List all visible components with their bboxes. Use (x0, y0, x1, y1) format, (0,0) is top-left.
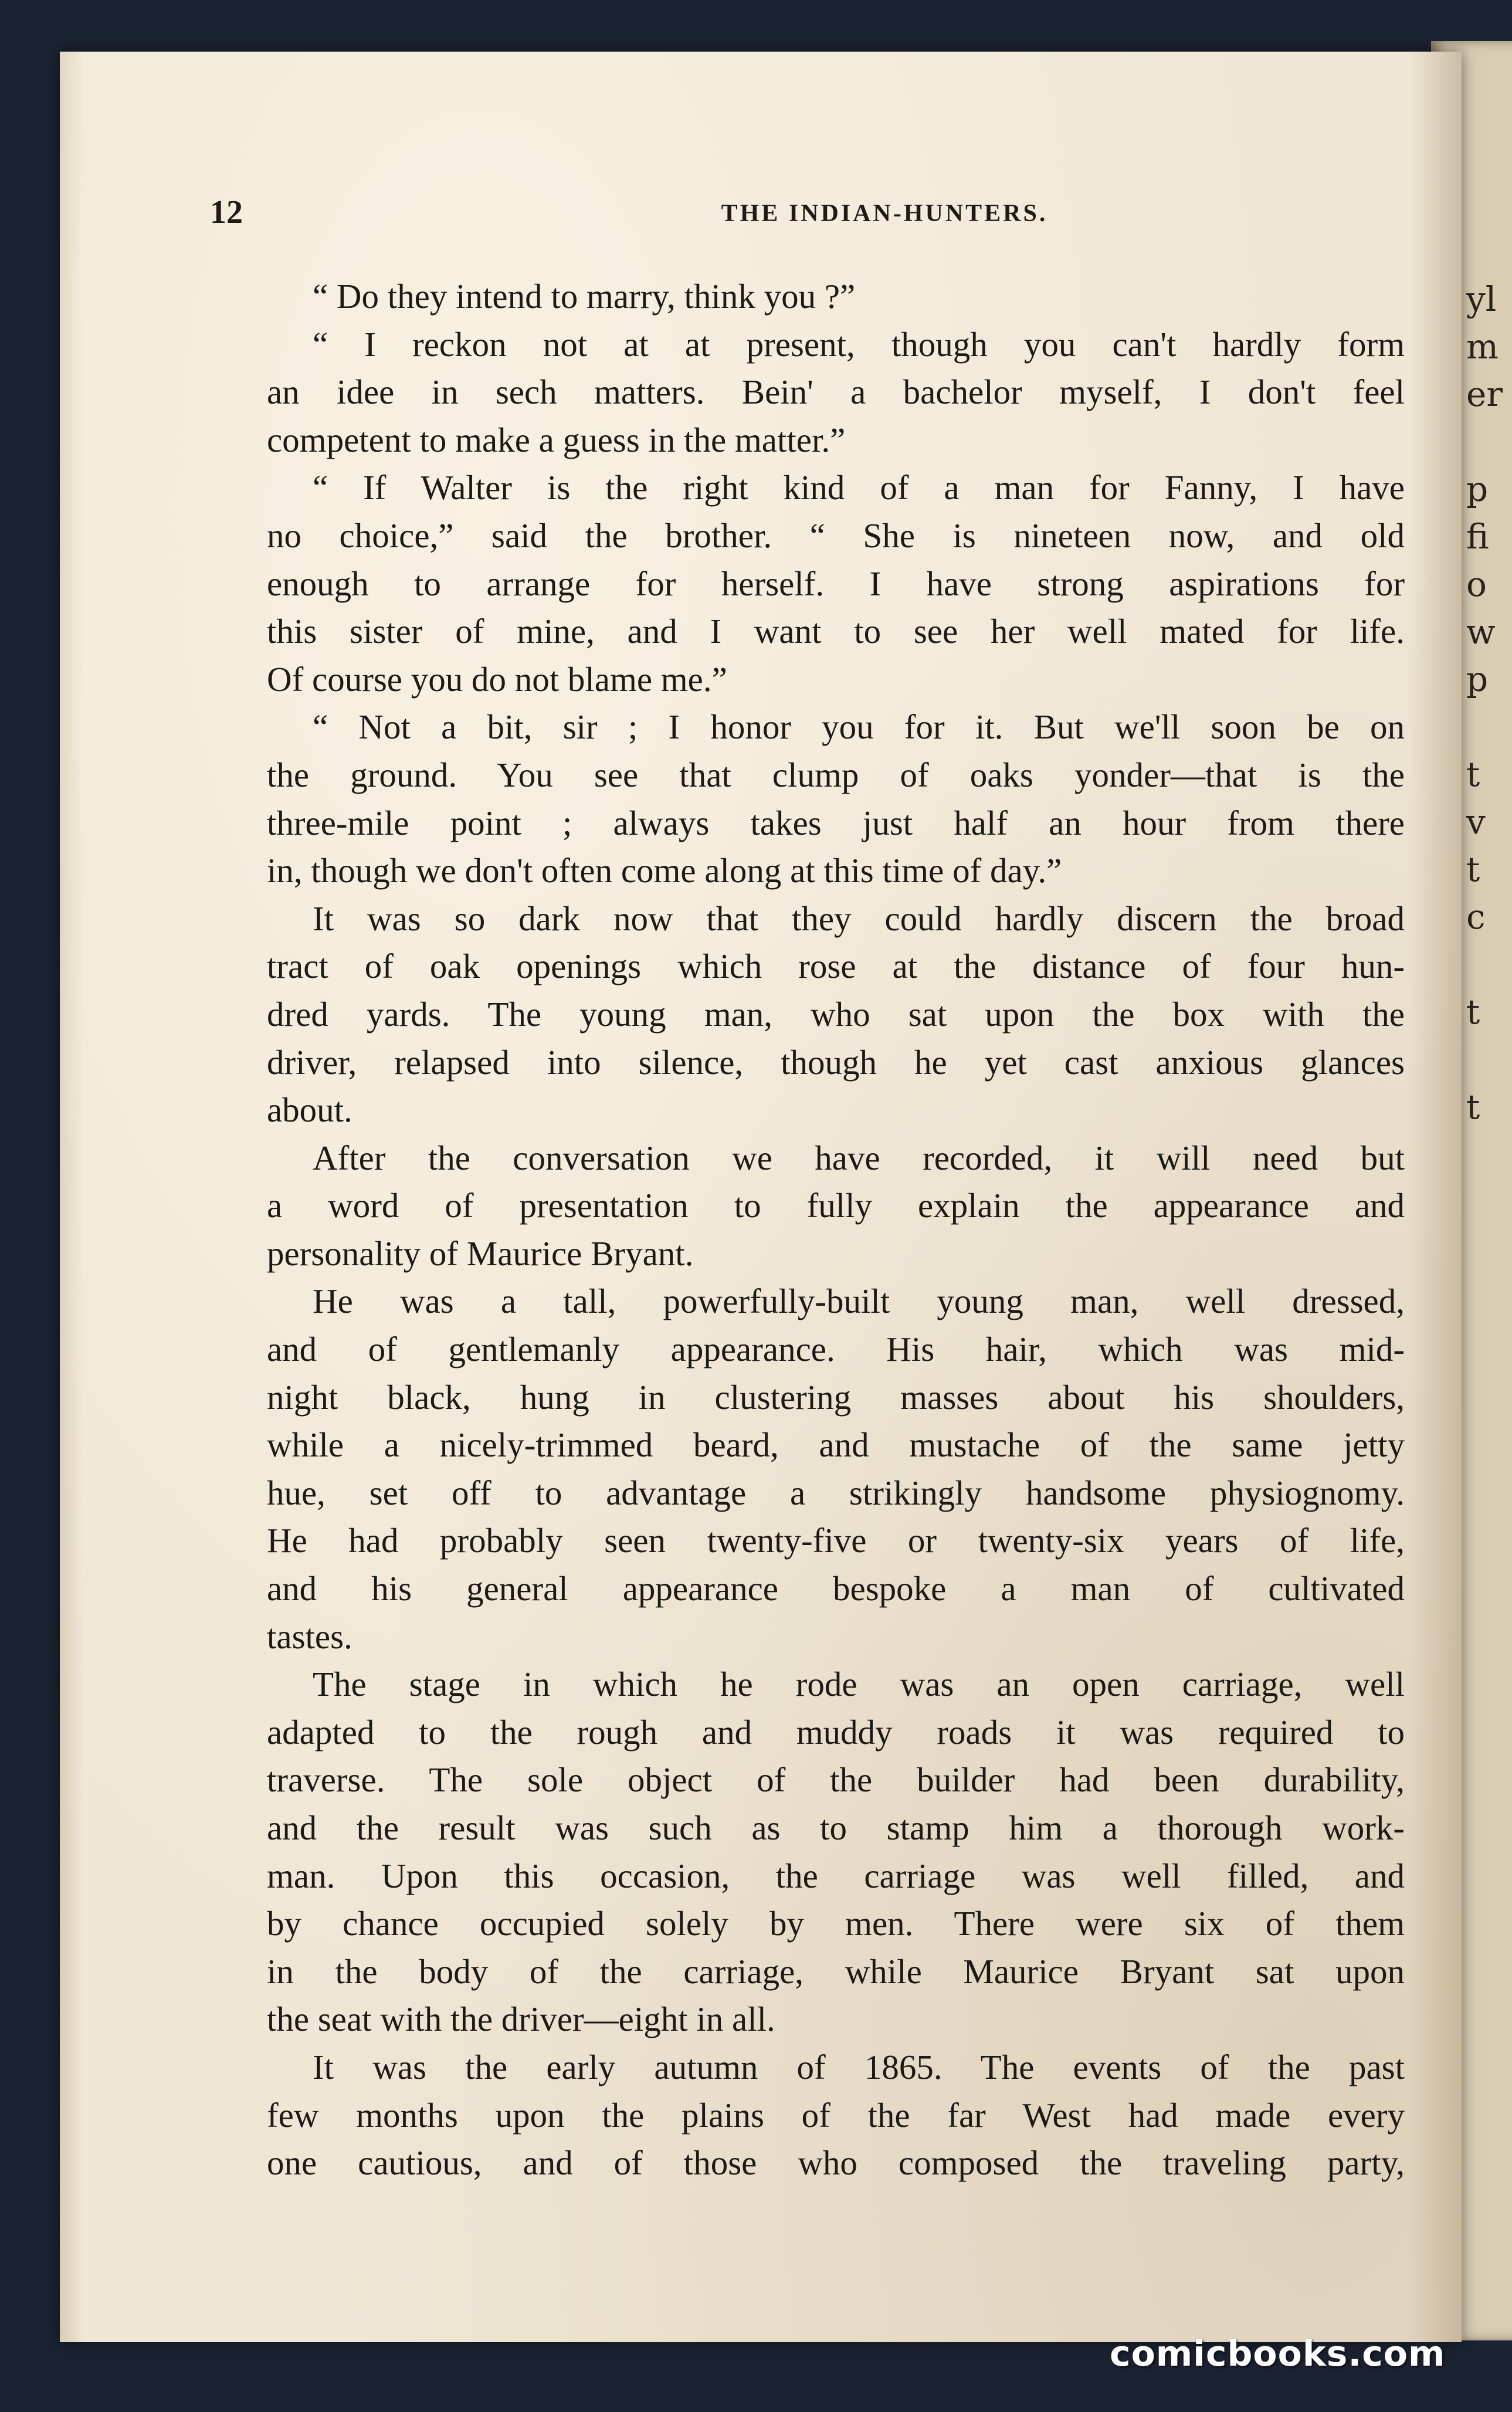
running-title: THE INDIAN-HUNTERS. (721, 200, 1048, 227)
next-page-fragment (1466, 2034, 1507, 2081)
next-page-fragment (1466, 1226, 1507, 1273)
text-line: “ I reckon not at at present, though you can't hardly form (313, 324, 1405, 364)
text-line: in the body of the carriage, while Maurice Bryant sat upon (267, 1952, 1405, 1991)
next-page-fragment (1466, 1321, 1507, 1368)
text-line: and the result was such as to stamp him a thorough work- (267, 1808, 1405, 1847)
next-page-text-fragments (1466, 276, 1507, 2176)
text-line: tastes. (267, 1617, 352, 1656)
text-line: while a nicely-trimmed beard, and mustache of the same jetty (267, 1425, 1405, 1465)
text-line: night black, hung in clustering masses about his shoulders, (267, 1377, 1405, 1417)
next-page-fragment (1466, 1749, 1507, 1796)
next-page-fragment (1466, 1606, 1507, 1654)
next-page-fragment (1466, 1891, 1507, 1939)
next-page-fragment: yl (1466, 279, 1497, 319)
text-line: dred yards. The young man, who sat upon the box with the (267, 994, 1405, 1034)
watermark: comicbooks.com (1110, 2333, 1446, 2374)
next-page-fragment (1466, 1796, 1507, 1844)
next-page-fragment (1466, 1036, 1507, 1083)
text-line: He was a tall, powerfully-built young man, well dressed, (313, 1282, 1405, 1321)
next-page-fragment: fi (1466, 517, 1489, 557)
page-number: 12 (210, 194, 243, 231)
text-line: few months upon the plains of the far West had made every (267, 2095, 1405, 2135)
text-line: personality of Maurice Bryant. (267, 1234, 694, 1273)
next-page-fragment (1466, 418, 1507, 466)
text-line: Of course you do not blame me.” (267, 659, 727, 699)
text-line: It was the early autumn of 1865. The events of the past (313, 2047, 1405, 2086)
next-page-fragment (1466, 1178, 1507, 1226)
text-line: hue, set off to advantage a strikingly handsome physiognomy. (267, 1473, 1405, 1512)
text-line: “ If Walter is the right kind of a man for Fanny, I have (313, 468, 1405, 507)
next-page-fragment (1466, 1844, 1507, 1891)
next-page-fragment (1466, 1273, 1507, 1321)
text-line: this sister of mine, and I want to see her well mated for life. (267, 612, 1405, 651)
next-page-fragment (1466, 2129, 1507, 2176)
next-page-fragment (1466, 1939, 1507, 1986)
next-page-fragment (1466, 1368, 1507, 1416)
text-line: “ Not a bit, sir ; I honor you for it. But we'll soon be on (313, 707, 1405, 747)
text-line: a word of presentation to fully explain the appearance and (267, 1186, 1405, 1225)
text-line: about. (267, 1090, 352, 1130)
text-line: and his general appearance bespoke a man of cultivated (267, 1569, 1405, 1608)
text-line: the seat with the driver—eight in all. (267, 2000, 775, 2039)
next-page-fragment (1466, 1464, 1507, 1511)
text-line: man. Upon this occasion, the carriage was well filled, and (267, 1856, 1405, 1895)
running-head (210, 194, 1395, 240)
next-page-fragment: t (1466, 849, 1480, 889)
next-page-fragment: o (1466, 564, 1487, 604)
next-page-fragment: p (1466, 659, 1489, 699)
next-page-fragment: p (1466, 469, 1489, 509)
text-line: enough to arrange for herself. I have strong aspirations for (267, 564, 1405, 603)
next-page-fragment (1466, 1654, 1507, 1701)
next-page-fragment (1466, 2081, 1507, 2129)
body-text (267, 273, 1405, 2187)
text-line: traverse. The sole object of the builder had been durability, (267, 1760, 1405, 1800)
next-page-fragment (1466, 703, 1507, 751)
text-line: no choice,” said the brother. “ She is nineteen now, and old (267, 516, 1405, 555)
next-page-fragment: m (1466, 327, 1499, 367)
next-page-fragment (1466, 1511, 1507, 1559)
text-line: The stage in which he rode was an open carriage, well (313, 1665, 1405, 1704)
text-line: in, though we don't often come along at this time of day.” (267, 851, 1062, 890)
next-page-fragment: er (1466, 374, 1503, 414)
next-page-fragment: w (1466, 612, 1496, 652)
text-line: by chance occupied solely by men. There were six of them (267, 1904, 1405, 1943)
text-line: It was so dark now that they could hardly discern the broad (313, 899, 1405, 938)
text-line: an idee in sech matters. Bein' a bachelor myself, I don't feel (267, 372, 1405, 412)
next-page-fragment (1466, 1131, 1507, 1178)
next-page-fragment (1466, 1416, 1507, 1464)
next-page-fragment: t (1466, 754, 1480, 794)
next-page-fragment (1466, 941, 1507, 988)
text-line: tract of oak openings which rose at the distance of four hun- (267, 947, 1405, 986)
text-line: He had probably seen twenty-five or twenty-six years of life, (267, 1521, 1405, 1560)
next-page-fragment: c (1466, 897, 1486, 937)
text-line: competent to make a guess in the matter.” (267, 420, 846, 459)
text-line: three-mile point ; always takes just half an hour from there (267, 803, 1405, 842)
text-line: one cautious, and of those who composed the traveling party, (267, 2143, 1405, 2183)
next-page-fragment: t (1466, 992, 1480, 1032)
next-page-fragment (1466, 1986, 1507, 2034)
text-line: the ground. You see that clump of oaks yonder—that is the (267, 755, 1405, 794)
next-page-fragment (1466, 1559, 1507, 1606)
text-line: driver, relapsed into silence, though he yet cast anxious glances (267, 1042, 1405, 1082)
next-page-fragment: v (1466, 802, 1486, 842)
next-page-fragment (1466, 1701, 1507, 1749)
text-line: After the conversation we have recorded, it will need but (313, 1138, 1405, 1177)
text-line: adapted to the rough and muddy roads it was required to (267, 1712, 1405, 1752)
text-line: and of gentlemanly appearance. His hair, which was mid- (267, 1330, 1405, 1369)
text-line: “ Do they intend to marry, think you ?” (313, 277, 856, 316)
next-page-fragment: t (1466, 1087, 1480, 1127)
